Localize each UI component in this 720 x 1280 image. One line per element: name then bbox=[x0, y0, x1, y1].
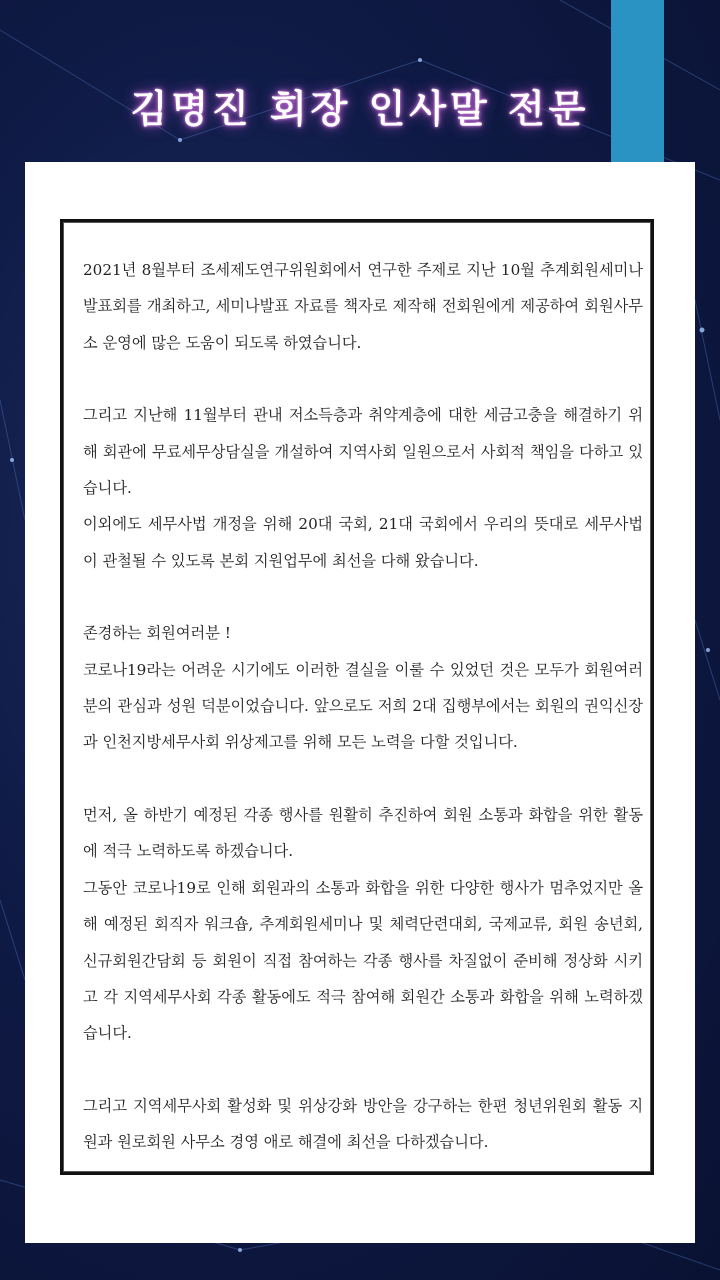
letter-paragraph: 이외에도 세무사법 개정을 위해 20대 국회, 21대 국회에서 우리의 뜻대로 세무사법이 관철될 수 있도록 본회 지원업무에 최선을 다해 왔습니다. bbox=[83, 515, 643, 570]
letter-greeting: 존경하는 회원여러분 ! bbox=[83, 624, 231, 643]
letter-card bbox=[25, 162, 695, 1243]
letter-paragraph: 그리고 지난해 11월부터 관내 저소득층과 취약계층에 대한 세금고충을 해결하기 위해 회관에 무료세무상담실을 개설하여 지역사회 일원으로서 사회적 책임을 다하고 있습니다. bbox=[83, 406, 643, 498]
letter-paragraph: 2021년 8월부터 조세제도연구위원회에서 연구한 주제로 지난 10월 추계회원세미나 발표회를 개최하고, 세미나발표 자료를 책자로 제작해 전회원에게 제공하여 회원사무소 운영에 많은 도움이 되도록 하였습니다. bbox=[83, 261, 643, 352]
letter-paragraph: 그동안 코로나19로 인해 회원과의 소통과 화합을 위한 다양한 행사가 멈추었지만 올해 예정된 회직자 워크숍, 추계회원세미나 및 체력단련대회, 국제교류, 회원 송년회, 신규회원간담회 등 회원이 직접 참여하는 각종 행사를 차질없이 준비해 정상화 시키고 각 지역세무사회 각종 활동에도 적극 참여해 회원간 소통과 화합을 위해 노력하겠습니다. bbox=[83, 878, 643, 1043]
letter-paragraph: 그리고 지역세무사회 활성화 및 위상강화 방안을 강구하는 한편 청년위원회 활동 지원과 원로회원 사무소 경영 애로 해결에 최선을 다하겠습니다. bbox=[83, 1096, 643, 1152]
paragraph-gap bbox=[83, 1052, 643, 1088]
letter-paragraph: 먼저, 올 하반기 예정된 각종 행사를 원활히 추진하여 회원 소통과 화합을 위한 활동에 적극 노력하도록 하겠습니다. bbox=[83, 805, 643, 861]
letter-paragraph: 코로나19라는 어려운 시기에도 이러한 결실을 이룰 수 있었던 것은 모두가 회원여러분의 관심과 성원 덕분이었습니다. 앞으로도 저희 2대 집행부에서는 회원의 권익신장과 인천지방세무사회 위상제고를 위해 모든 노력을 다할 것입니다. bbox=[83, 660, 643, 752]
paragraph-gap bbox=[83, 579, 643, 615]
paragraph-gap bbox=[83, 361, 643, 397]
paragraph-gap bbox=[83, 761, 643, 797]
letter-frame bbox=[60, 219, 654, 1175]
letter-body bbox=[83, 252, 643, 1161]
page-title: 김명진 회장 인사말 전문 bbox=[130, 87, 590, 131]
